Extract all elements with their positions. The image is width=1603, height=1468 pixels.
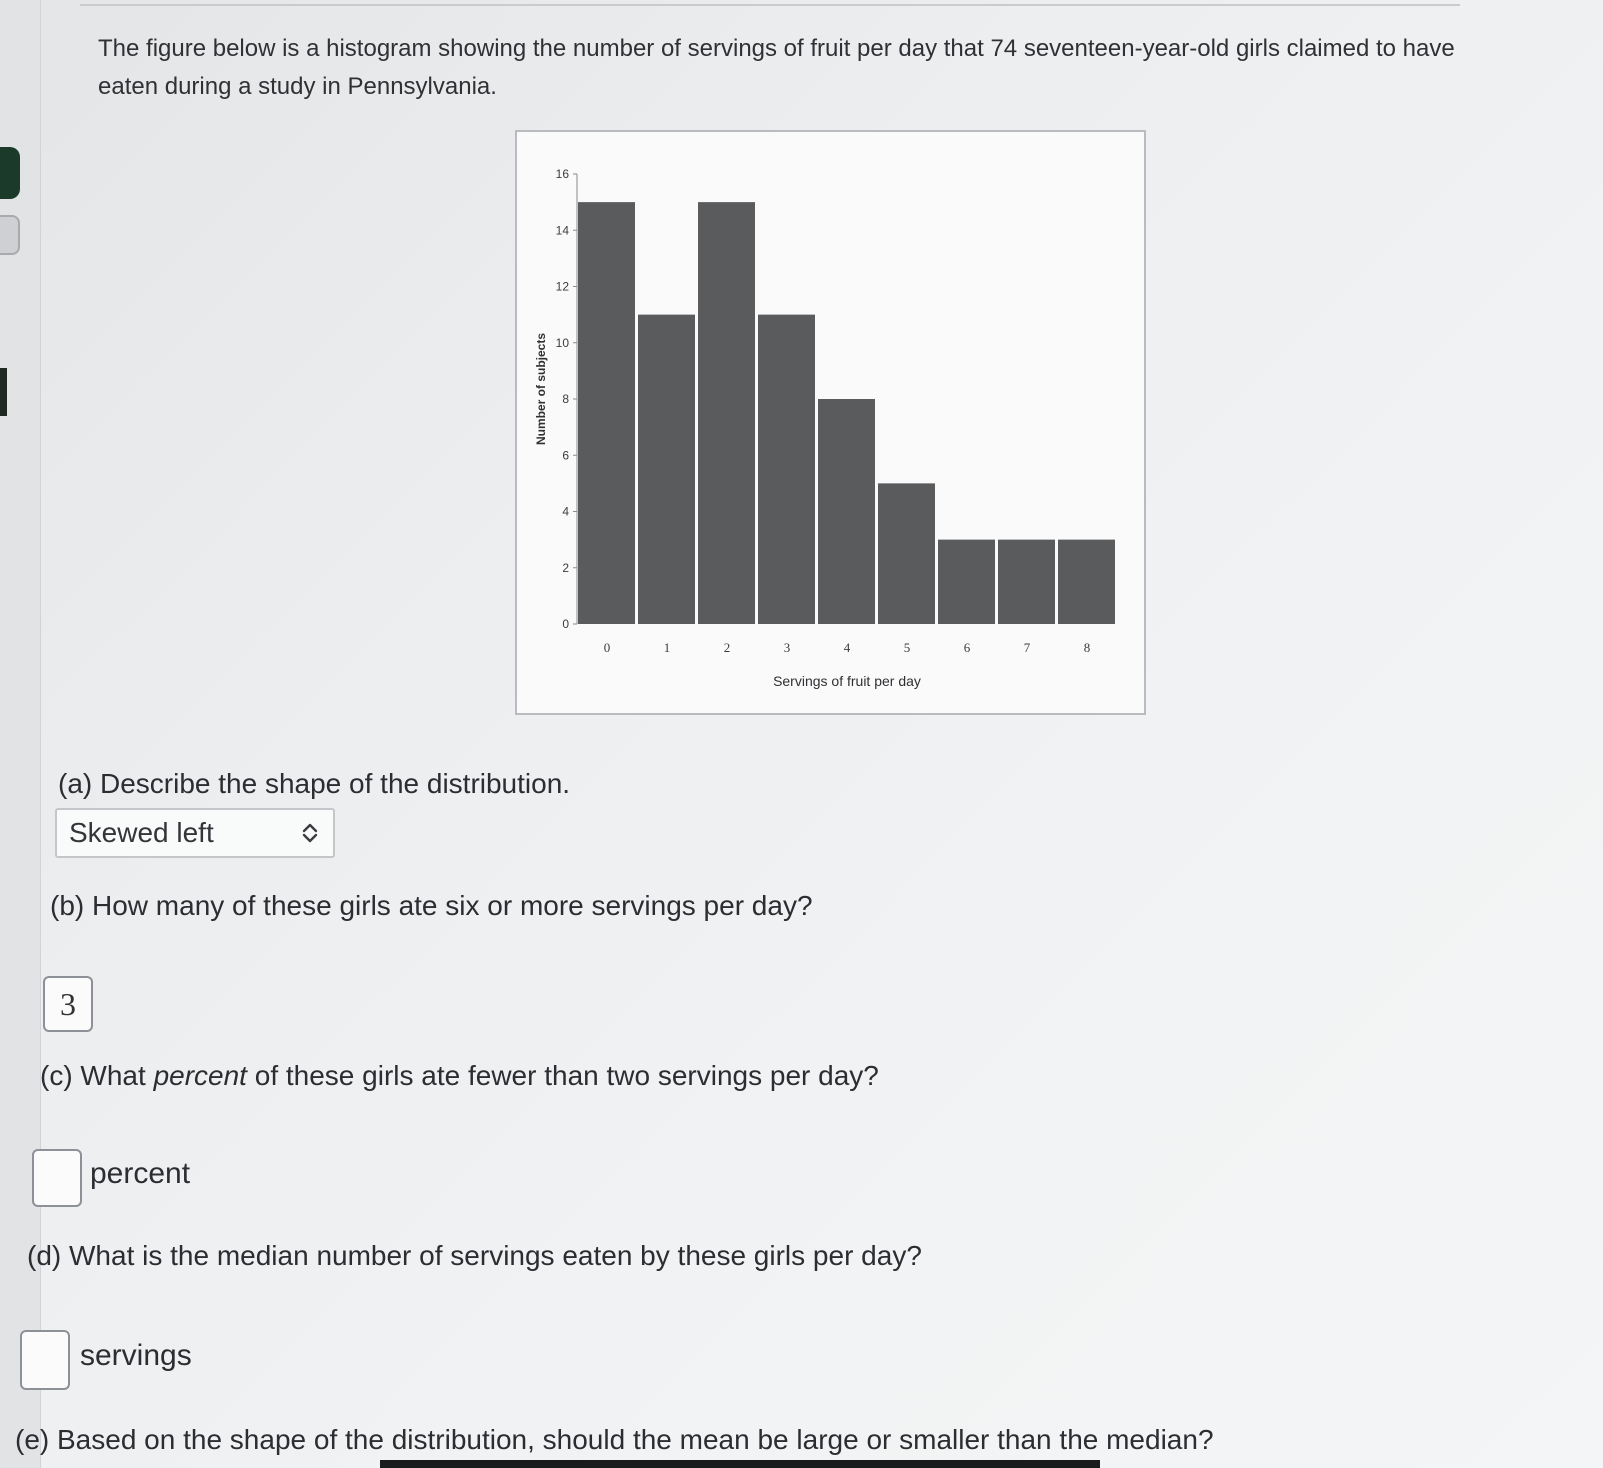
- y-tick-label: 6: [562, 448, 569, 463]
- histogram-bar: [878, 483, 935, 624]
- scroll-indicator: [380, 1460, 1100, 1468]
- x-tick-label: 7: [1023, 640, 1031, 655]
- x-tick-label: 2: [723, 640, 731, 655]
- histogram-bar: [1058, 540, 1115, 624]
- answer-c-unit: percent: [90, 1157, 191, 1190]
- histogram-bar: [938, 540, 995, 624]
- answer-d-unit: servings: [80, 1339, 192, 1372]
- x-axis-label: Servings of fruit per day: [773, 673, 921, 689]
- histogram-bar: [818, 399, 875, 624]
- sidebar-marker: [0, 368, 7, 416]
- x-tick-label: 3: [783, 640, 791, 655]
- histogram-figure: [515, 130, 1146, 715]
- question-c-suffix: of these girls ate fewer than two servings per day?: [246, 1060, 879, 1091]
- y-tick-label: 14: [555, 223, 569, 238]
- y-axis-label: Number of subjects: [534, 332, 548, 446]
- histogram-chart: [517, 132, 1144, 713]
- histogram-bar: [578, 202, 635, 624]
- answer-d-input[interactable]: [20, 1330, 70, 1390]
- sidebar-tab[interactable]: [0, 215, 20, 255]
- shape-select-value: Skewed left: [69, 817, 214, 848]
- answer-b-input[interactable]: 3: [43, 976, 93, 1032]
- sidebar-active-tab[interactable]: [0, 147, 20, 199]
- x-tick-label: 4: [843, 640, 851, 655]
- question-c-prefix: (c) What: [40, 1060, 154, 1091]
- histogram-bar: [638, 315, 695, 624]
- y-tick-label: 10: [555, 335, 569, 350]
- x-tick-label: 5: [903, 640, 911, 655]
- question-c: [40, 1060, 879, 1092]
- problem-intro: The figure below is a histogram showing the number of servings of fruit per day that 74 seventeen-year-old girls claimed to have eaten during a study in Pennsylvania.: [98, 35, 1455, 100]
- shape-select[interactable]: [55, 808, 335, 858]
- chevron-updown-icon: [301, 821, 319, 845]
- x-tick-label: 1: [663, 640, 671, 655]
- y-tick-label: 16: [555, 167, 569, 181]
- question-e: (e) Based on the shape of the distribution, should the mean be large or smaller than the median?: [15, 1424, 1214, 1455]
- y-tick-label: 0: [562, 617, 569, 631]
- question-d: (d) What is the median number of servings eaten by these girls per day?: [27, 1240, 922, 1271]
- x-tick-label: 8: [1083, 640, 1091, 655]
- x-tick-label: 0: [603, 640, 611, 655]
- question-c-emphasis: percent: [153, 1060, 247, 1091]
- x-tick-label: 6: [963, 640, 971, 655]
- question-b: (b) How many of these girls ate six or more servings per day?: [50, 890, 813, 921]
- y-tick-label: 2: [562, 560, 569, 575]
- histogram-bar: [998, 540, 1055, 624]
- question-a: (a) Describe the shape of the distribution.: [58, 768, 571, 799]
- y-tick-label: 4: [562, 504, 569, 519]
- y-tick-label: 12: [555, 279, 569, 294]
- y-tick-label: 8: [562, 392, 569, 406]
- histogram-bar: [758, 315, 815, 624]
- answer-c-input[interactable]: [32, 1149, 82, 1207]
- card-top-edge: [80, 0, 1460, 6]
- histogram-bar: [698, 202, 755, 624]
